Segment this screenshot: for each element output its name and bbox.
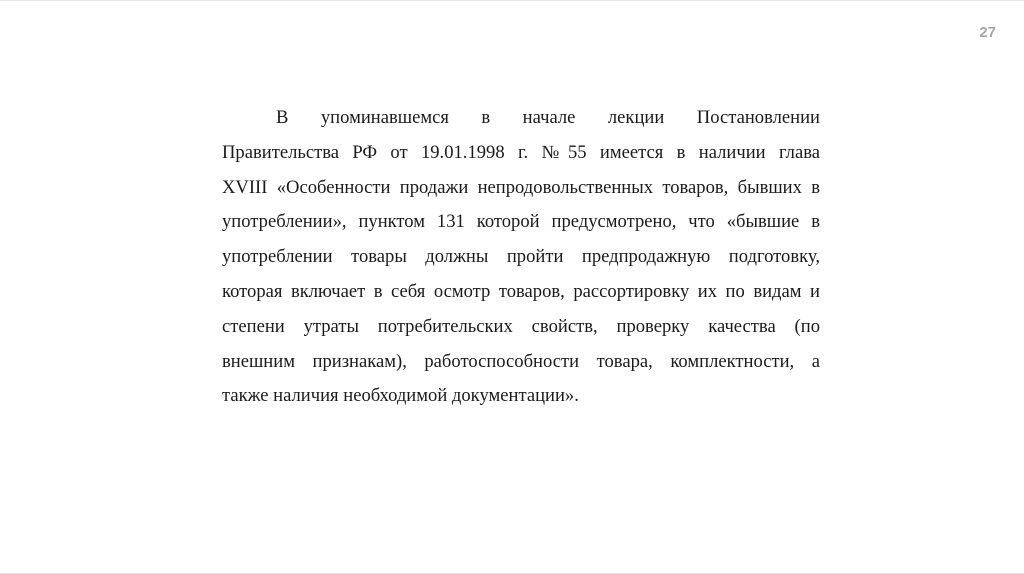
- paragraph-line: Правительства РФ от 19.01.1998 г. №55 имеется в наличии глава: [222, 141, 820, 163]
- slide-top-border: [0, 0, 1024, 1]
- paragraph-line: также наличия необходимой документации».: [222, 385, 579, 407]
- page-number: 27: [979, 24, 996, 41]
- paragraph-line: В упоминавшемся в начале лекции Постановлении: [276, 107, 820, 128]
- paragraph-line: употреблении», пунктом 131 которой предусмотрено, что «бывшие в: [222, 211, 820, 233]
- paragraph-line: XVIII «Особенности продажи непродовольственных товаров, бывших в: [222, 176, 820, 198]
- paragraph-line: которая включает в себя осмотр товаров, рассортировку их по видам и: [222, 280, 820, 302]
- paragraph-line: внешним признакам), работоспособности товара, комплектности, а: [222, 350, 820, 372]
- paragraph-line: употреблении товары должны пройти предпродажную подготовку,: [222, 246, 820, 268]
- body-paragraph: [222, 101, 820, 414]
- paragraph-line: степени утраты потребительских свойств, проверку качества (по: [222, 315, 820, 337]
